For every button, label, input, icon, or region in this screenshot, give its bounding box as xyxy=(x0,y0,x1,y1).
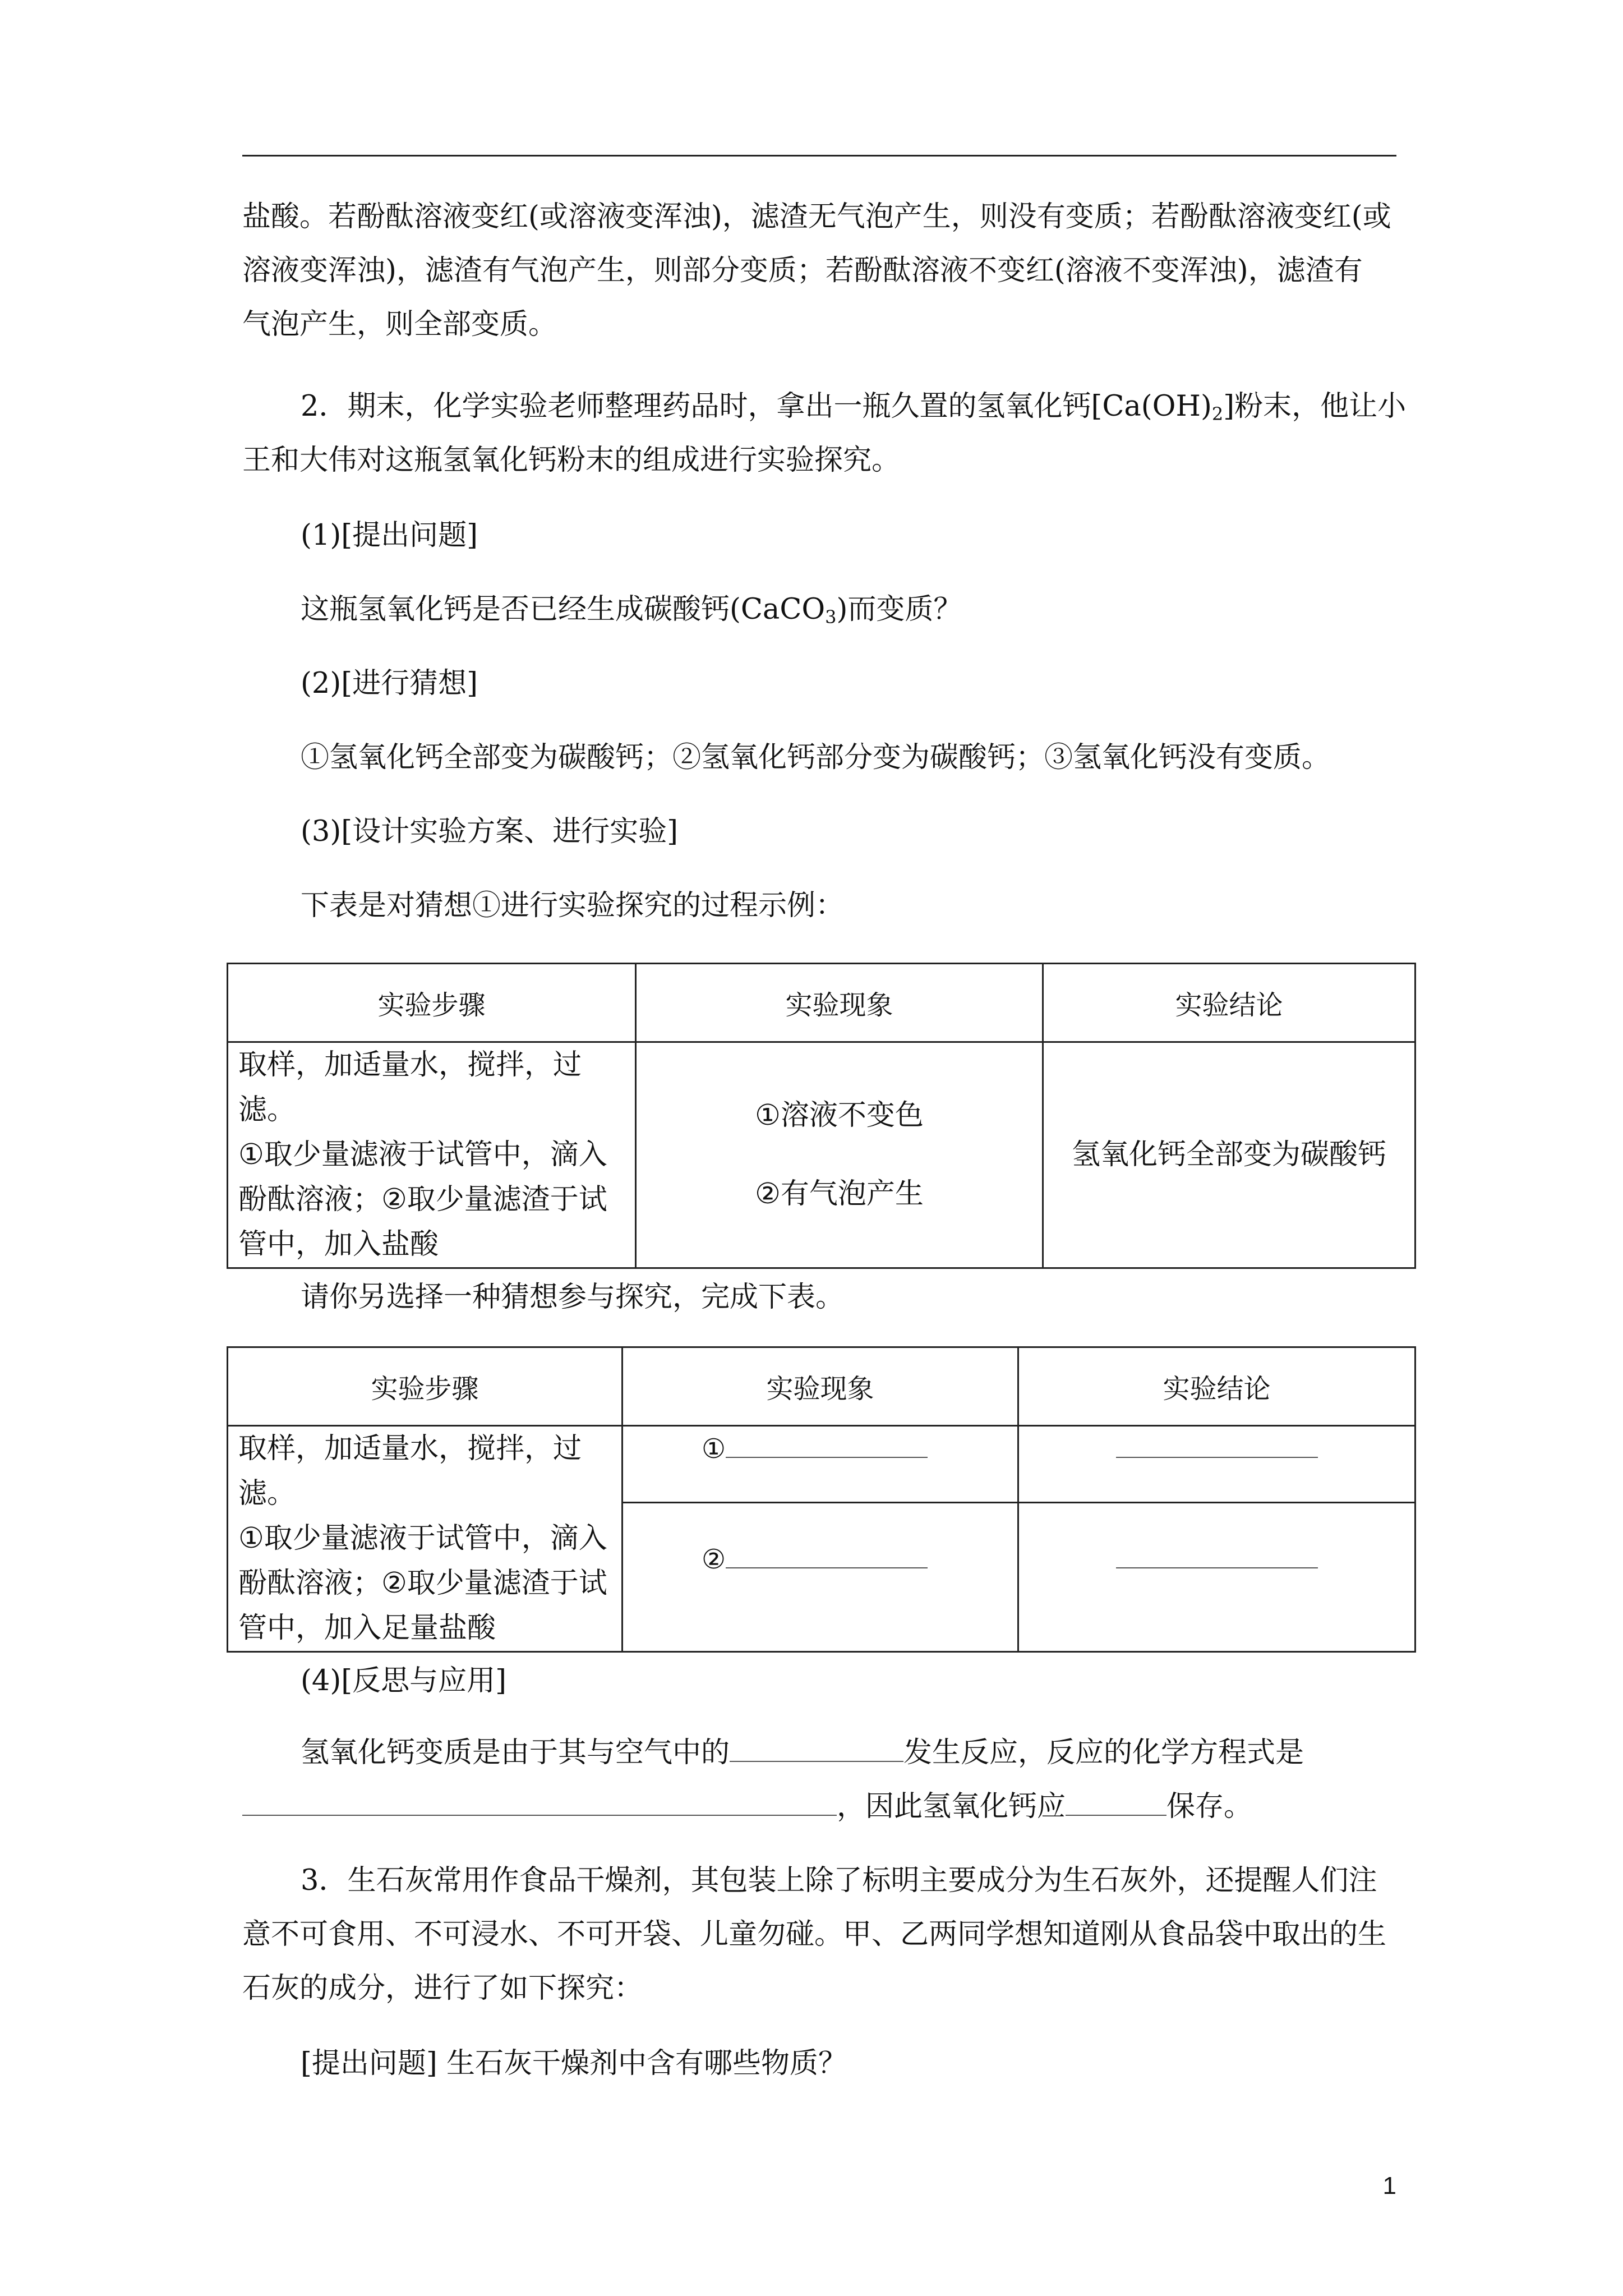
table1-steps-cell xyxy=(228,1042,636,1268)
table1-header-steps: 实验步骤 xyxy=(228,964,636,1042)
table2-phenomenon-2-cell xyxy=(623,1503,1018,1652)
section-4-line-2 xyxy=(242,1787,1252,1826)
table1-phenomena-cell xyxy=(636,1042,1043,1268)
section-1-title: (1)[提出问题] xyxy=(301,519,478,552)
section-4-line-1 xyxy=(301,1733,1304,1773)
table1-phenomenon-1: ①溶液不变色 xyxy=(755,1099,924,1132)
table2-header-phenomena: 实验现象 xyxy=(623,1347,1018,1426)
table2-mark-1: ① xyxy=(702,1433,726,1465)
section-2-guesses: ①氢氧化钙全部变为碳酸钙；②氢氧化钙部分变为碳酸钙；③氢氧化钙没有变质。 xyxy=(301,741,1331,774)
table2-conclusion-1-cell xyxy=(1018,1426,1415,1503)
q2-line-2: 王和大伟对这瓶氢氧化钙粉末的组成进行实验探究。 xyxy=(242,444,901,477)
intro-line-1: 盐酸。若酚酞溶液变红(或溶液变浑浊)，滤渣无气泡产生，则没有变质；若酚酞溶液变红(或 xyxy=(242,200,1391,233)
table2-step-line: 取样，加适量水，搅拌，过滤。 xyxy=(238,1432,582,1510)
s1-question-text-b: )而变质？ xyxy=(836,593,962,626)
q3-line-3: 石灰的成分，进行了如下探究： xyxy=(242,1972,643,2005)
table2-step-line: ①取少量滤液于试管中，滴入 xyxy=(238,1522,607,1555)
intro-line-3: 气泡产生，则全部变质。 xyxy=(242,308,557,341)
s1-question-text-a: 这瓶氢氧化钙是否已经生成碳酸钙(CaCO xyxy=(301,593,826,626)
table2-phenomenon-1-cell xyxy=(623,1426,1018,1503)
section-3-title: (3)[设计实验方案、进行实验] xyxy=(301,815,679,848)
section-1-question xyxy=(301,590,962,629)
table1-header-phenomena: 实验现象 xyxy=(636,964,1043,1042)
table2-step-line: 管中，加入足量盐酸 xyxy=(238,1612,496,1645)
s4-line1-text-a: 氢氧化钙变质是由于其与空气中的 xyxy=(301,1736,730,1769)
header-rule xyxy=(242,155,1396,157)
intro-line-2: 溶液变浑浊)，滤渣有气泡产生，则部分变质；若酚酞溶液不变红(溶液不变浑浊)，滤渣有 xyxy=(242,254,1363,287)
q3-line-1: 3．生石灰常用作食品干燥剂，其包装上除了标明主要成分为生石灰外，还提醒人们注 xyxy=(301,1864,1377,1897)
q3-line-2: 意不可食用、不可浸水、不可开袋、儿童勿碰。甲、乙两同学想知道刚从食品袋中取出的生 xyxy=(242,1918,1387,1951)
q2-line1-subscript: 2 xyxy=(1211,403,1224,425)
section-2-title: (2)[进行猜想] xyxy=(301,667,478,700)
air-component-blank[interactable] xyxy=(730,1736,903,1762)
table2-step-line: 酚酞溶液；②取少量滤渣于试 xyxy=(238,1567,607,1600)
table1-step-line: 酚酞溶液；②取少量滤渣于试 xyxy=(238,1183,607,1216)
q2-line1-text-a: 2．期末，化学实验老师整理药品时，拿出一瓶久置的氢氧化钙[Ca(OH) xyxy=(301,390,1212,423)
s4-line2-text-a: ，因此氢氧化钙应 xyxy=(837,1790,1066,1823)
table1-phenomenon-2: ②有气泡产生 xyxy=(755,1177,924,1211)
section-4-title: (4)[反思与应用] xyxy=(301,1664,507,1697)
table1-step-line: ①取少量滤液于试管中，滴入 xyxy=(238,1138,607,1171)
phenomenon-1-blank[interactable] xyxy=(726,1432,928,1458)
example-table xyxy=(227,963,1416,1269)
student-table xyxy=(227,1346,1416,1653)
phenomenon-2-blank[interactable] xyxy=(726,1543,928,1568)
storage-blank[interactable] xyxy=(1066,1790,1166,1816)
table1-step-line: 管中，加入盐酸 xyxy=(238,1228,439,1261)
q3-question: [提出问题] 生石灰干燥剂中含有哪些物质？ xyxy=(301,2047,847,2080)
table2-intro: 请你另选择一种猜想参与探究，完成下表。 xyxy=(301,1281,845,1314)
q2-line-1 xyxy=(301,387,1406,426)
table1-conclusion-cell: 氢氧化钙全部变为碳酸钙 xyxy=(1043,1042,1415,1268)
table2-mark-2: ② xyxy=(702,1544,726,1576)
table1-header-conclusion: 实验结论 xyxy=(1043,964,1415,1042)
conclusion-2-blank[interactable] xyxy=(1116,1543,1318,1568)
s4-line2-text-b: 保存。 xyxy=(1166,1790,1253,1823)
s4-line1-text-b: 发生反应，反应的化学方程式是 xyxy=(903,1736,1304,1769)
table2-steps-cell xyxy=(228,1426,623,1652)
conclusion-1-blank[interactable] xyxy=(1116,1432,1318,1458)
equation-blank[interactable] xyxy=(242,1790,837,1816)
table2-header-steps: 实验步骤 xyxy=(228,1347,623,1426)
table2-conclusion-2-cell xyxy=(1018,1503,1415,1652)
q2-line1-text-b: ]粉末，他让小 xyxy=(1223,390,1407,423)
section-3-intro: 下表是对猜想①进行实验探究的过程示例： xyxy=(301,889,845,922)
s1-question-subscript: 3 xyxy=(825,606,837,628)
page-number: 1 xyxy=(1382,2172,1396,2200)
table1-step-line: 取样，加适量水，搅拌，过滤。 xyxy=(238,1048,582,1126)
table2-header-conclusion: 实验结论 xyxy=(1018,1347,1415,1426)
